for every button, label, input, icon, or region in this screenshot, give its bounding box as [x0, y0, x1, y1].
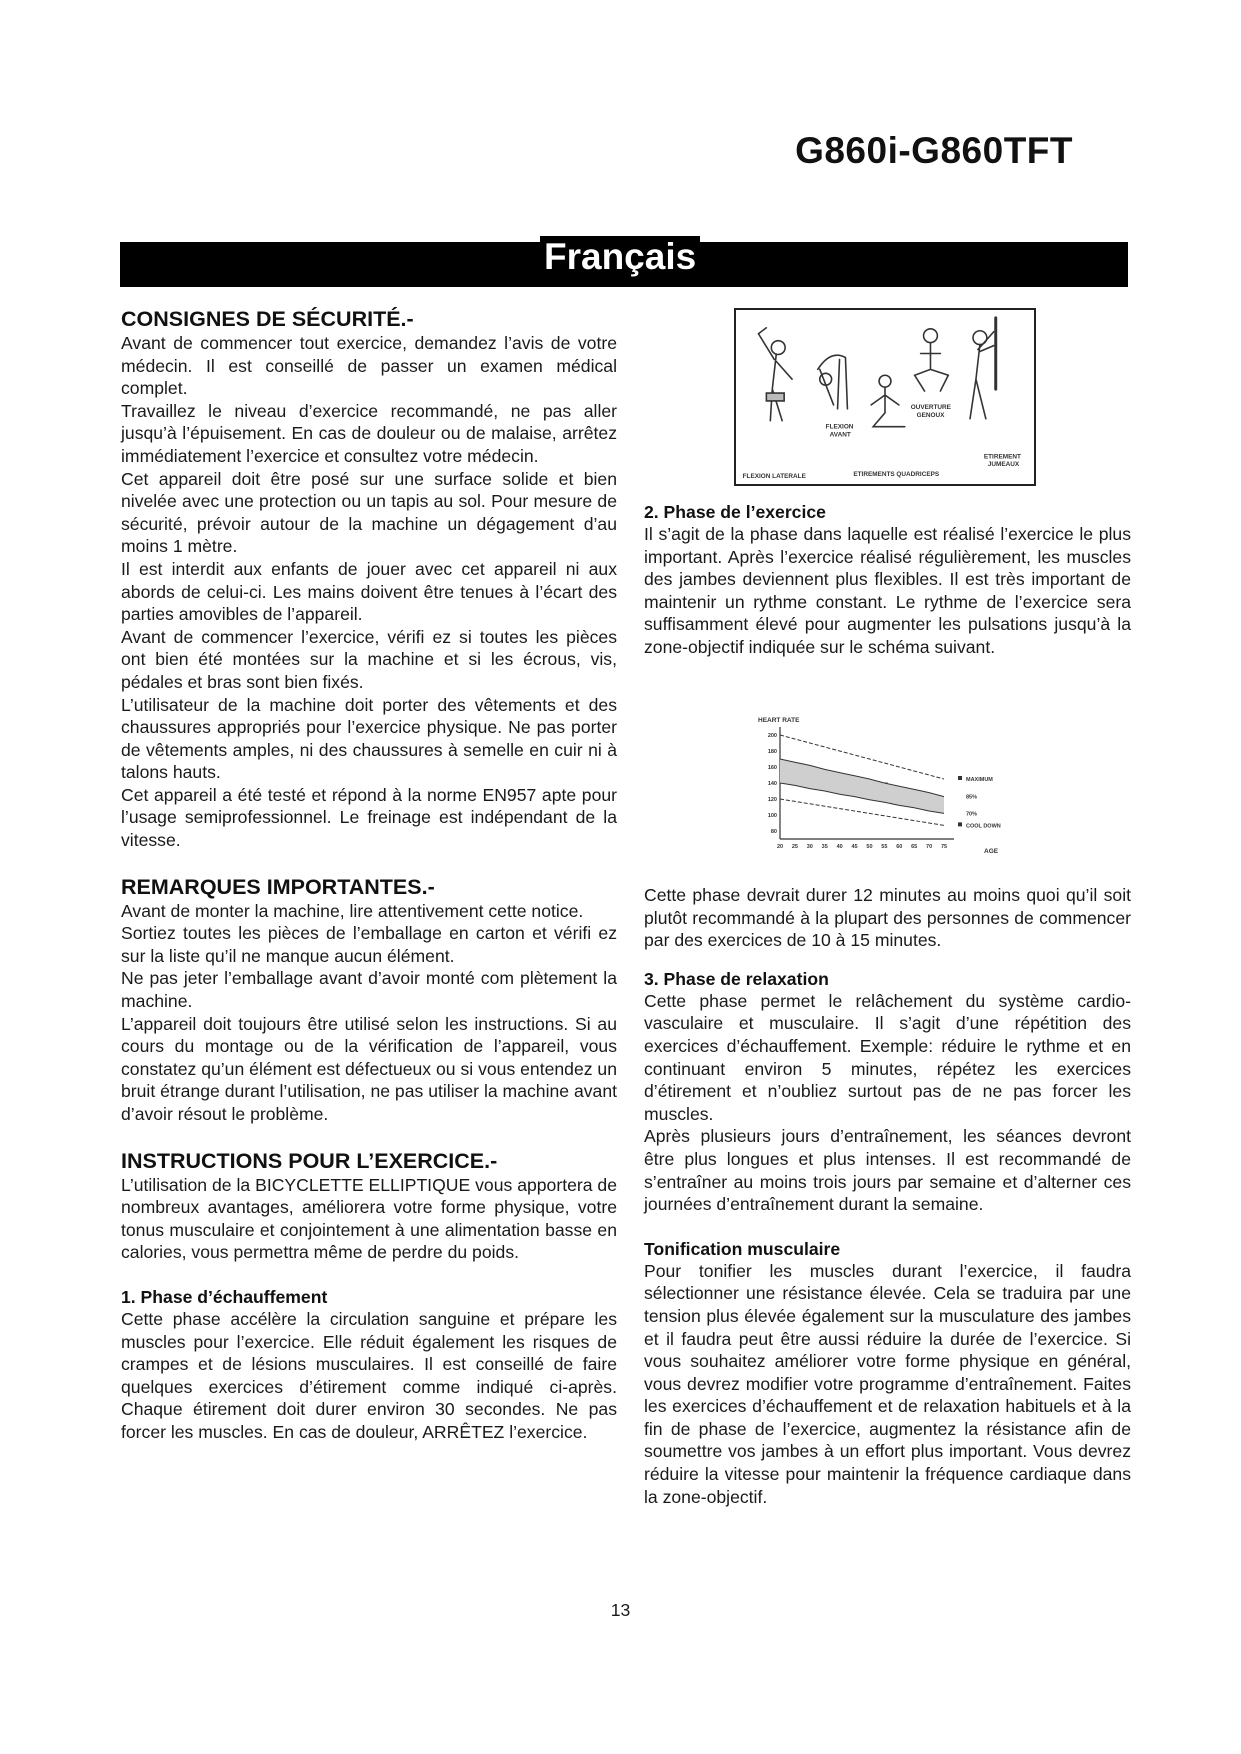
phase2-heading: 2. Phase de l’exercice	[644, 502, 826, 522]
knees-opening-figure	[915, 329, 949, 391]
x-tick-label: 35	[821, 844, 828, 850]
legend-marker	[958, 822, 962, 826]
label-etirements-quadriceps: ETIREMENTS QUADRICEPS	[853, 471, 940, 479]
chart-xlabel: AGE	[984, 848, 999, 855]
phase2-after-paragraph: Cette phase devrait durer 12 minutes au moins quoi qu’il soit plutôt recommandé à la plupart des personnes de commencer par des exercices de 10 à 15 minutes.	[644, 885, 1131, 951]
chart-ylabel: HEART RATE	[758, 717, 800, 724]
safety-paragraph: Avant de commencer l’exercice, vérifi ez si toutes les pièces ont bien été montées sur la machine et si les écrous, vis, pédales et bras sont bien fixés.	[121, 626, 617, 692]
safety-heading: CONSIGNES DE SÉCURITÉ.-	[121, 307, 414, 331]
safety-paragraph: Il est interdit aux enfants de jouer avec cet appareil ni aux abords de celui-ci. Les mains doivent être tenues à l’écart des parties amovibles de l’appareil.	[121, 558, 617, 625]
left-column	[121, 306, 617, 1444]
y-tick-label: 200	[767, 733, 777, 739]
tonification-paragraph: Pour tonifier les muscles durant l’exercice, il faudra sélectionner une résistance élevée. Cela se traduira par une tension plus élevée également sur la musculature des jambes et il faudra peut être aussi réduire la durée de l’exercice. Si vous souhaitez améliorer votre forme physique en général, vous devrez modifier votre programme d’entraînement. Faites les exercices d’échauffement et de relaxation habituels et à la fin de phase de l’exercice, augmentez la résistance afin de soumettre vos jambes à un effort plus important. Vous devrez réduire la vitesse pour maintenir la fréquence cardiaque dans la zone-objectif.	[644, 1260, 1131, 1507]
y-tick-label: 180	[767, 749, 777, 755]
tonification-heading: Tonification musculaire	[644, 1238, 841, 1259]
instructions-paragraph: L’utilisation de la BICYCLETTE ELLIPTIQUE vous apportera de nombreux avantages, améliorera votre forme physique, votre tonus musculaire et conjointement à une alimentation basse en calories, vous permettra même de perdre du poids.	[121, 1174, 617, 1263]
remarks-paragraph: Sortiez toutes les pièces de l’emballage en carton et vérifi ez sur la liste qu’il ne manque aucun élément.	[121, 923, 617, 966]
calf-stretch-figure	[970, 318, 996, 419]
language-title: Français	[540, 236, 700, 278]
x-tick-label: 45	[851, 844, 858, 850]
legend-label: MAXIMUM	[966, 777, 993, 783]
safety-paragraph: Cet appareil a été testé et répond à la norme EN957 apte pour l’usage semiprofessionnel. Le freinage est indépendant de la vitesse.	[121, 784, 617, 851]
legend-label: 85%	[966, 794, 978, 801]
y-tick-label: 120	[767, 797, 777, 803]
phase3-paragraph: Cette phase permet le relâchement du système cardio-vasculaire et musculaire. Il s’agit d’une répétition des exercices d’échauffement. Exemple: réduire le rythme et en continuant environ 5 minutes, répétez les exercices d’étirement et n’oubliez surtout pas de ne pas forcer les muscles.	[644, 990, 1131, 1124]
remarks-paragraph: Ne pas jeter l’emballage avant d’avoir monté com plètement la machine.	[121, 968, 617, 1012]
x-tick-label: 65	[911, 844, 918, 850]
y-tick-label: 140	[767, 781, 777, 787]
model-title: G860i-G860TFT	[795, 130, 1073, 171]
phase3-paragraph: Après plusieurs jours d’entraînement, les séances devront être plus longues et plus intenses. Il est recommandé de s’entraîner au moins trois jours par semaine et d’alterner ces journées d’entraînement durant la semaine.	[644, 1126, 1131, 1215]
legend-marker	[958, 776, 962, 780]
label-flexion-avant-2: AVANT	[829, 431, 851, 439]
heart-rate-chart	[758, 713, 1018, 859]
y-tick-label: 160	[767, 765, 777, 771]
label-jumeaux-1: ETIREMENT	[983, 453, 1021, 461]
remarks-paragraph: L’appareil doit toujours être utilisé selon les instructions. Si au cours du montage ou de la vérification de l’appareil, vous constatez qu’un élément est défectueux ou si vous entendez un bruit étrange durant l’utilisation, ne pas utiliser la machine avant d’avoir résout le problème.	[121, 1013, 617, 1124]
label-jumeaux-2: JUMEAUX	[987, 461, 1020, 469]
label-flexion-avant-1: FLEXION	[825, 423, 854, 431]
page-number: 13	[610, 1600, 631, 1620]
right-column-bottom	[644, 884, 1131, 1508]
lateral-flexion-figure	[758, 328, 792, 421]
x-tick-label: 40	[836, 844, 843, 850]
x-tick-label: 50	[866, 844, 873, 850]
instructions-heading: INSTRUCTIONS POUR L’EXERCICE.-	[121, 1148, 498, 1173]
legend-label: 70%	[966, 811, 978, 818]
phase1-paragraph: Cette phase accélère la circulation sanguine et prépare les muscles pour l’exercice. Elle réduit également les risques de crampes et de lésions musculaires. Il est conseillé de faire quelques exercices d’étirement comme indiqué ci-après. Chaque étirement doit durer environ 30 secondes. Ne pas forcer les muscles. En cas de douleur, ARRÊTEZ l’exercice.	[121, 1308, 617, 1442]
label-ouverture-2: GENOUX	[916, 411, 945, 419]
safety-paragraph: Avant de commencer tout exercice, demandez l’avis de votre médecin. Il est conseillé de passer un examen médical complet.	[121, 333, 617, 399]
heart-rate-svg	[758, 713, 1018, 859]
x-tick-label: 25	[791, 844, 798, 850]
legend-label: COOL DOWN	[966, 823, 1001, 830]
quadriceps-figure	[871, 375, 905, 426]
x-tick-label: 55	[881, 844, 888, 850]
x-tick-label: 75	[940, 844, 948, 850]
target-zone-area	[780, 759, 944, 813]
y-tick-label: 100	[767, 813, 777, 819]
forward-flexion-figure	[818, 355, 848, 409]
stretching-figure	[734, 308, 1036, 486]
label-ouverture-1: OUVERTURE	[910, 403, 951, 411]
safety-paragraph: Travaillez le niveau d’exercice recommandé, ne pas aller jusqu’à l’épuisement. En cas de douleur ou de malaise, arrêtez immédiatement l’exercice et consultez votre médecin.	[121, 400, 617, 466]
y-tick-label: 80	[770, 829, 777, 835]
x-tick-label: 70	[926, 844, 933, 850]
x-tick-label: 20	[776, 844, 784, 850]
phase2-paragraph: Il s’agit de la phase dans laquelle est réalisé l’exercice le plus important. Après l’exercice réalisé régulièrement, les muscles des jambes deviennent plus flexibles. Il est très important de maintenir un rythme constant. Le rythme de l’exercice sera suffisamment élevé pour augmenter les pulsations jusqu’à la zone-objectif indiquée sur le schéma suivant.	[644, 524, 1131, 657]
remarks-paragraph: Avant de monter la machine, lire attentivement cette notice.	[121, 900, 584, 921]
x-tick-label: 30	[806, 844, 813, 850]
label-flexion-laterale: FLEXION LATERALE	[742, 473, 806, 481]
right-column-top	[644, 501, 1131, 659]
safety-paragraph: Cet appareil doit être posé sur une surface solide et bien nivelée avec une protection ou un tapis au sol. Pour mesure de sécurité, prévoir autour de la machine un dégagement d’au moins 1 mètre.	[121, 468, 617, 557]
remarks-heading: REMARQUES IMPORTANTES.-	[121, 874, 435, 899]
phase3-heading: 3. Phase de relaxation	[644, 968, 829, 989]
x-tick-label: 60	[896, 844, 903, 850]
stretching-illustration	[736, 310, 1034, 484]
safety-paragraph: L’utilisateur de la machine doit porter des vêtements et des chaussures appropriés pour l’exercice physique. Ne pas porter de vêtements amples, ni des chaussures à semelle en cuir ni à talons hauts.	[121, 694, 617, 783]
phase1-heading: 1. Phase d’échauffement	[121, 1286, 328, 1307]
